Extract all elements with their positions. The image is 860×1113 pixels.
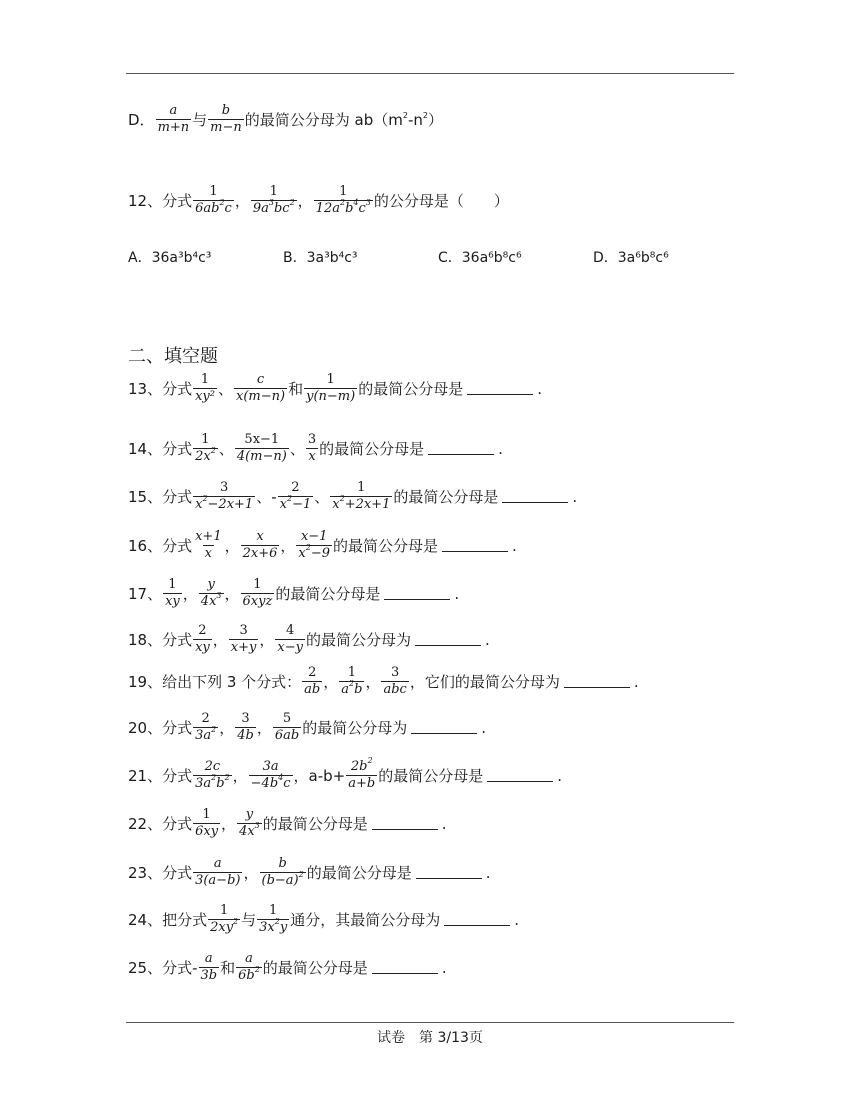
answer-blank[interactable] xyxy=(372,817,438,830)
fraction: $\frac{a}{3(a-b)}$ xyxy=(195,856,241,888)
question-23: 23、分式 $\frac{a}{3(a-b)}$ ， $\frac{b}{(b-a)^2}$ 的最简公分母是 . xyxy=(128,856,491,888)
option-b[interactable]: B．3a³b⁴c³ xyxy=(283,250,358,266)
question-16: 16、分式 $\frac{x+1}{x}$ ， $\frac{x}{2x+6}$ ， $\frac{x-1}{x^2-9}$ 的最简公分母是 . xyxy=(128,529,517,561)
question-21: 21、分式 $\frac{2c}{3a^2b^2}$ ， $\frac{3a}{-4b^4c}$ ，a-b+ $\frac{2b^2}{a+b}$ 的最简公分母是 . xyxy=(128,756,562,791)
fraction: $\frac{2b^2}{a+b}$ xyxy=(348,756,376,791)
fraction: $\frac{a}{6b^2}$ xyxy=(238,951,260,983)
fraction: $\frac{5}{6ab}$ xyxy=(274,711,300,743)
text: ， xyxy=(234,192,250,210)
fraction: $\frac{1}{xy}$ xyxy=(165,577,180,609)
question-stem: 12、分式 xyxy=(128,192,193,210)
question-12 xyxy=(128,185,509,216)
fraction: $\frac{3}{\text{abc}}$ xyxy=(383,665,407,697)
fraction: $\frac{x+1}{x}$ xyxy=(195,529,222,561)
fraction: $\frac{x-1}{x^2-9}$ xyxy=(298,529,331,561)
fraction: $\frac{2c}{3a^2b^2}$ xyxy=(195,759,230,791)
q11-option-d xyxy=(128,104,443,135)
fraction: $\frac{5x-1}{4(m-n)}$ xyxy=(236,432,287,464)
question-14: 14、分式 $\frac{1}{2x^2}$ 、 $\frac{5x-1}{4(m-n)}$ 、 $\frac{3}{x}$ 的最简公分母是 . xyxy=(128,432,503,464)
fraction: $\frac{2}{ab}$ xyxy=(304,665,321,697)
option-c[interactable]: C．36a⁶b⁸c⁶ xyxy=(438,250,522,266)
fraction: $\frac{1}{y(n-m)}$ xyxy=(306,372,356,404)
text: 的公分母是（ ） xyxy=(373,192,509,210)
fraction: $\frac{c}{x(m-n)}$ xyxy=(236,372,286,404)
fraction: $\frac{3}{4b}$ xyxy=(237,711,254,743)
fraction: $\frac{1}{6xy}$ xyxy=(195,807,219,839)
fraction: $\frac{1}{x^2+2x+1}$ xyxy=(332,480,391,512)
fraction: $\frac{a}{m+n}$ xyxy=(157,103,190,135)
answer-blank[interactable] xyxy=(384,587,450,600)
question-22: 22、分式 $\frac{1}{6xy}$ ， $\frac{y}{4x^3}$ 的最简公分母是 . xyxy=(128,807,447,839)
answer-blank[interactable] xyxy=(502,490,568,503)
question-15: 15、分式 $\frac{3}{x^2-2x+1}$ 、- $\frac{2}{x^2-1}$ 、 $\frac{1}{x^2+2x+1}$ 的最简公分母是 . xyxy=(128,480,578,512)
answer-blank[interactable] xyxy=(372,961,438,974)
fraction: $\frac{b}{m-n}$ xyxy=(210,103,242,135)
question-24: 24、把分式 $\frac{1}{2xy^2}$ 与 $\frac{1}{3x^2y}$ 通分，其最简公分母为 . xyxy=(128,903,520,935)
fraction: $\frac{3}{x^2-2x+1}$ xyxy=(195,480,254,512)
fraction: $\frac{2}{3a^2}$ xyxy=(195,711,217,743)
fraction: $\frac{3}{x}$ xyxy=(307,432,317,464)
option-a[interactable]: A．36a³b⁴c³ xyxy=(128,250,212,266)
fraction: $\frac{a}{3b}$ xyxy=(200,951,218,983)
answer-blank[interactable] xyxy=(416,866,482,879)
question-13: 13、分式 $\frac{1}{\text{xy²}}$ 、 $\frac{c}{x(m-n)}$ 和 $\frac{1}{y(n-m)}$ 的最简公分母是 . xyxy=(128,372,542,404)
fraction: $\frac{1}{3x^2y}$ xyxy=(259,903,288,935)
answer-blank[interactable] xyxy=(444,913,510,926)
answer-blank[interactable] xyxy=(415,633,481,646)
text: 与 xyxy=(192,111,208,129)
page-footer: 试卷 第 3/13页 xyxy=(377,1030,483,1046)
answer-blank[interactable] xyxy=(442,539,508,552)
question-19: 19、给出下列 3 个分式： $\frac{2}{ab}$ ， $\frac{1}{a^2b}$ ， $\frac{3}{\text{abc}}$ ，它们的最简公分母为 . xyxy=(128,665,639,697)
q12-options xyxy=(128,247,748,267)
fraction: $\frac{1}{\text{6xyz}}$ xyxy=(242,577,273,609)
fraction: $\frac{2}{x^2-1}$ xyxy=(279,480,312,512)
question-18: 18、分式 $\frac{2}{xy}$ ， $\frac{3}{x+y}$ ， $\frac{4}{x-y}$ 的最简公分母为 . xyxy=(128,623,490,655)
question-17: 17、 $\frac{1}{xy}$ ， $\frac{y}{4x^3}$ ， $\frac{1}{\text{6xyz}}$ 的最简公分母是 . xyxy=(128,577,460,609)
fraction: $\frac{3}{x+y}$ xyxy=(230,623,257,655)
answer-blank[interactable] xyxy=(428,442,494,455)
fraction: $\frac{y}{4x^3}$ xyxy=(200,577,222,609)
fraction: $\frac{1}{2x^2}$ xyxy=(195,432,216,464)
fraction: $\frac{x}{2x+6}$ xyxy=(242,529,278,561)
fraction: $\frac{1}{9a^3bc^2}$ xyxy=(252,184,295,216)
header-rule xyxy=(126,73,734,74)
fraction: $\frac{1}{12a^2b^4c^3}$ xyxy=(315,184,371,216)
fraction: $\frac{4}{x-y}$ xyxy=(277,623,303,655)
fraction: $\frac{2}{xy}$ xyxy=(195,623,210,655)
option-d[interactable]: D．3a⁶b⁸c⁶ xyxy=(593,250,669,266)
question-20: 20、分式 $\frac{2}{3a^2}$ ， $\frac{3}{4b}$ ， $\frac{5}{6ab}$ 的最简公分母为 . xyxy=(128,711,486,743)
section-title: 二、填空题 xyxy=(128,346,218,367)
answer-blank[interactable] xyxy=(467,382,533,395)
footer-rule xyxy=(126,1022,734,1023)
answer-blank[interactable] xyxy=(487,769,553,782)
fraction: $\frac{1}{a^2b}$ xyxy=(341,665,363,697)
fraction: $\frac{1}{6ab^2c}$ xyxy=(195,184,232,216)
text: 的最简公分母为 $ab(m^2-n^2)$ xyxy=(244,111,443,129)
fraction: $\frac{1}{2xy^2}$ xyxy=(210,903,239,935)
question-25: 25、分式- $\frac{a}{3b}$ 和 $\frac{a}{6b^2}$ 的最简公分母是 . xyxy=(128,951,447,983)
answer-blank[interactable] xyxy=(411,721,477,734)
fraction: $\frac{3a}{-4b^4c}$ xyxy=(250,759,291,791)
fraction: $\frac{b}{(b-a)^2}$ xyxy=(261,856,304,888)
answer-blank[interactable] xyxy=(564,675,630,688)
fraction: $\frac{y}{4x^3}$ xyxy=(239,807,260,839)
option-label: D． xyxy=(128,111,155,129)
fraction: $\frac{1}{\text{xy²}}$ xyxy=(195,372,215,404)
text: ， xyxy=(297,192,313,210)
